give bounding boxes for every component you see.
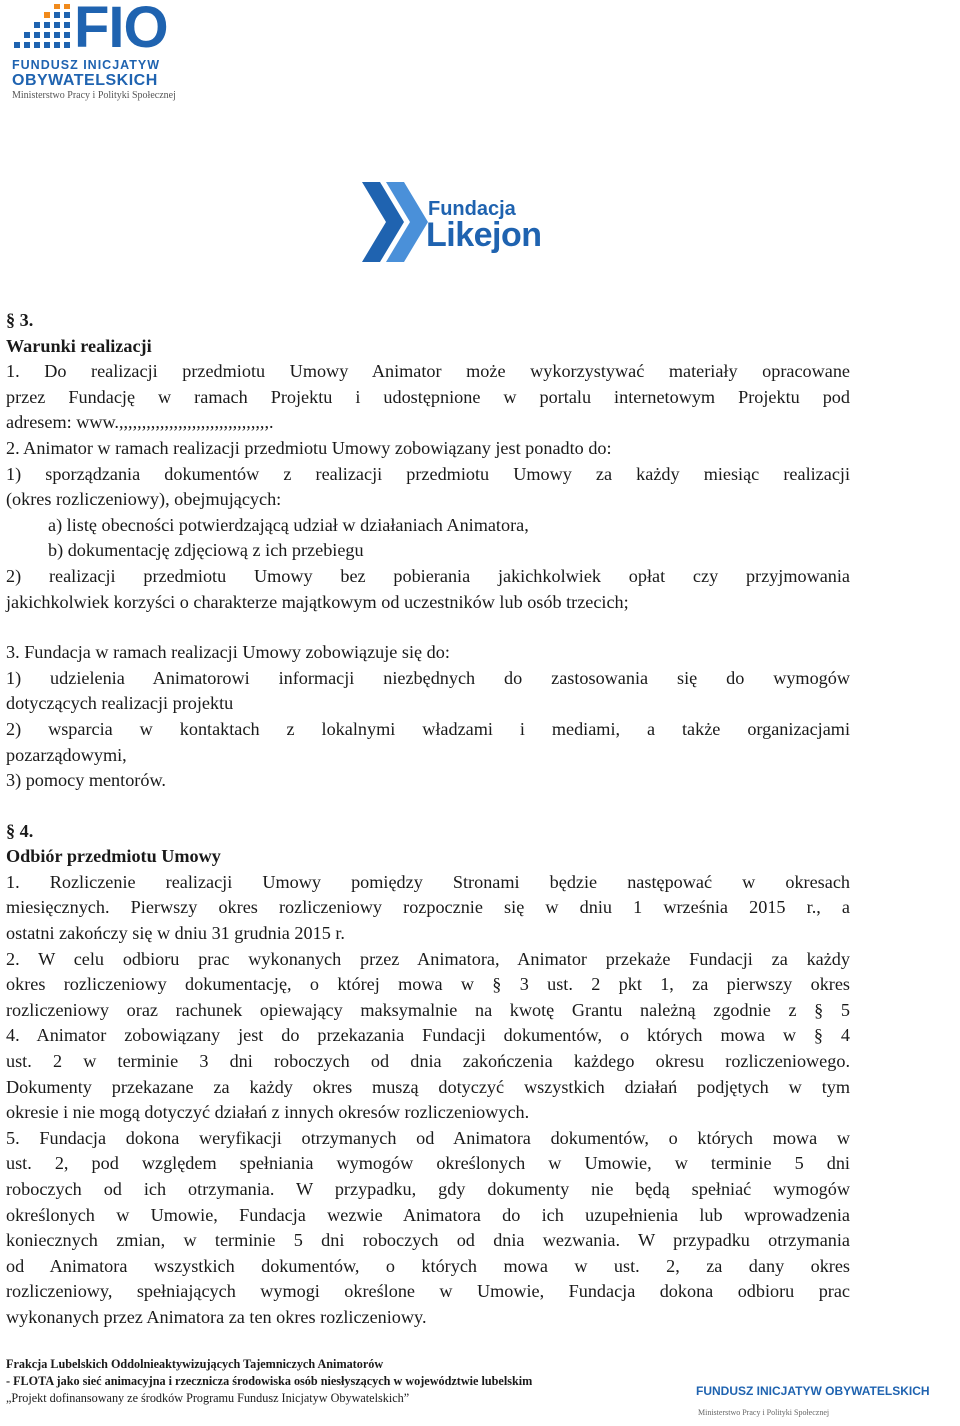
paragraph-line: określonych w Umowie, Fundacja wezwie Animatora do ich uzupełnienia lub wprowadzenia [6,1204,850,1225]
footer-line1: Frakcja Lubelskich Oddolnieaktywizujących Tajemniczych Animatorów [6,1357,384,1371]
paragraph-line: (okres rozliczeniowy), obejmujących: [6,489,282,510]
paragraph-line: 1. Rozliczenie realizacji Umowy pomiędzy Stronami będzie następować w okresach [6,871,850,892]
fio-line2: OBYWATELSKICH [12,72,158,89]
footer-fio-logo [696,1384,956,1424]
section-3-number: § 3. [6,310,34,330]
paragraph-line: ostatni zakończy się w dniu 31 grudnia 2015 r. [6,923,345,944]
paragraph-line: 2) wsparcia w kontaktach z lokalnymi władzami i mediami, a także organizacjami [6,718,850,739]
paragraph-line: ust. 2 w terminie 3 dni roboczych od dnia zakończenia każdego okresu rozliczeniowego. [6,1051,850,1072]
likejon-line1: Fundacja [428,198,516,220]
paragraph-line: rozliczeniowy, spełniających wymogi określone w Umowie, Fundacja dokona odbioru prac [6,1281,850,1302]
fio-logo [8,2,188,102]
paragraph-line: 3) pomocy mentorów. [6,770,166,791]
likejon-logo [362,178,582,268]
section-3-title: Warunki realizacji [6,335,152,356]
paragraph-line: 2. Animator w ramach realizacji przedmiotu Umowy zobowiązany jest ponadto do: [6,437,612,458]
paragraph-line: 5. Fundacja dokona weryfikacji otrzymanych od Animatora dokumentów, o których mowa w [6,1127,850,1148]
paragraph-line: przez Fundację w ramach Projektu i udostępnione w portalu internetowym Projektu pod [6,386,850,407]
paragraph-line: 2. W celu odbioru prac wykonanych przez Animatora, Animator przekaże Fundacji za każdy [6,948,850,969]
paragraph-line: 1. Do realizacji przedmiotu Umowy Animator może wykorzystywać materiały opracowane [6,361,850,382]
paragraph-line: Dokumenty przekazane za każdy okres muszą dotyczyć wszystkich działań podjętych w tym [6,1076,850,1097]
paragraph-line: 1) sporządzania dokumentów z realizacji przedmiotu Umowy za każdy miesiąc realizacji [6,463,850,484]
paragraph-line: 4. Animator zobowiązany jest do przekazania Fundacji dokumentów, o których mowa w § 4 [6,1025,850,1046]
paragraph-line: wykonanych przez Animatora za ten okres rozliczeniowy. [6,1306,427,1327]
paragraph-line: miesięcznych. Pierwszy okres rozliczeniowy rozpocznie się w dniu 1 września 2015 r., a [6,897,850,918]
paragraph-line: rozliczeniowy oraz rachunek opiewający maksymalnie na kwotę Grantu należną zgodnie z § 5 [6,999,850,1020]
list-item: a) listę obecności potwierdzającą udział w działaniach Animatora, [48,514,529,535]
list-item: b) dokumentację zdjęciową z ich przebiegu [48,540,364,561]
paragraph-line: okresie i nie mogą dotyczyć działań z innych okresów rozliczeniowych. [6,1102,530,1123]
likejon-line2: Likejon [426,216,542,254]
paragraph-line: 2) realizacji przedmiotu Umowy bez pobierania jakichkolwiek opłat czy przyjmowania [6,565,850,586]
fio-wordmark: FIO [74,0,168,60]
paragraph-line: 3. Fundacja w ramach realizacji Umowy zobowiązuje się do: [6,642,450,663]
section-4-title: Odbiór przedmiotu Umowy [6,846,221,867]
paragraph-line: okres rozliczeniowy dokumentację, o której mowa w § 3 ust. 2 pkt 1, za pierwszy okres [6,974,850,995]
footer-logo-text: FUNDUSZ INICJATYW OBYWATELSKICH [696,1384,930,1398]
paragraph-line: ust. 2, pod względem spełniania wymogów określonych w Umowie, w terminie 5 dni [6,1153,850,1174]
paragraph-line: koniecznych zmian, w terminie 5 dni roboczych od dnia wezwania. W przypadku otrzymania [6,1230,850,1251]
paragraph-line: jakichkolwiek korzyści o charakterze majątkowym od uczestników lub osób trzecich; [6,591,629,612]
paragraph-line: adresem: www.,,,,,,,,,,,,,,,,,,,,,,,,,,,,,,,,,. [6,412,274,433]
footer-line3: „Projekt dofinansowany ze środków Programu Fundusz Inicjatyw Obywatelskich” [6,1391,410,1405]
paragraph-line: pozarządowymi, [6,744,127,765]
fio-line1: FUNDUSZ INICJATYW [12,58,161,72]
page-footer [6,1356,706,1407]
section-4-number: § 4. [6,820,34,841]
footer-line2: - FLOTA jako sieć animacyjna i rzecznicza środowiska osób niesłyszących w województwie lubelskim [6,1374,533,1388]
paragraph-line: roboczych od ich otrzymania. W przypadku, gdy dokumenty nie będą spełniać wymogów [6,1179,850,1199]
paragraph-line: 1) udzielenia Animatorowi informacji niezbędnych do zastosowania się do wymogów [6,667,850,688]
paragraph-line: od Animatora wszystkich dokumentów, o których mowa w ust. 2, za dany okres [6,1255,850,1276]
fio-ministry: Ministerstwo Pracy i Polityki Społecznej [12,90,176,101]
chevron-double-icon [362,182,434,262]
document-body [6,308,850,1331]
fio-dots-icon [12,4,74,54]
footer-logo-sub: Ministerstwo Pracy i Polityki Społecznej [698,1408,830,1417]
paragraph-line: dotyczących realizacji projektu [6,693,234,714]
